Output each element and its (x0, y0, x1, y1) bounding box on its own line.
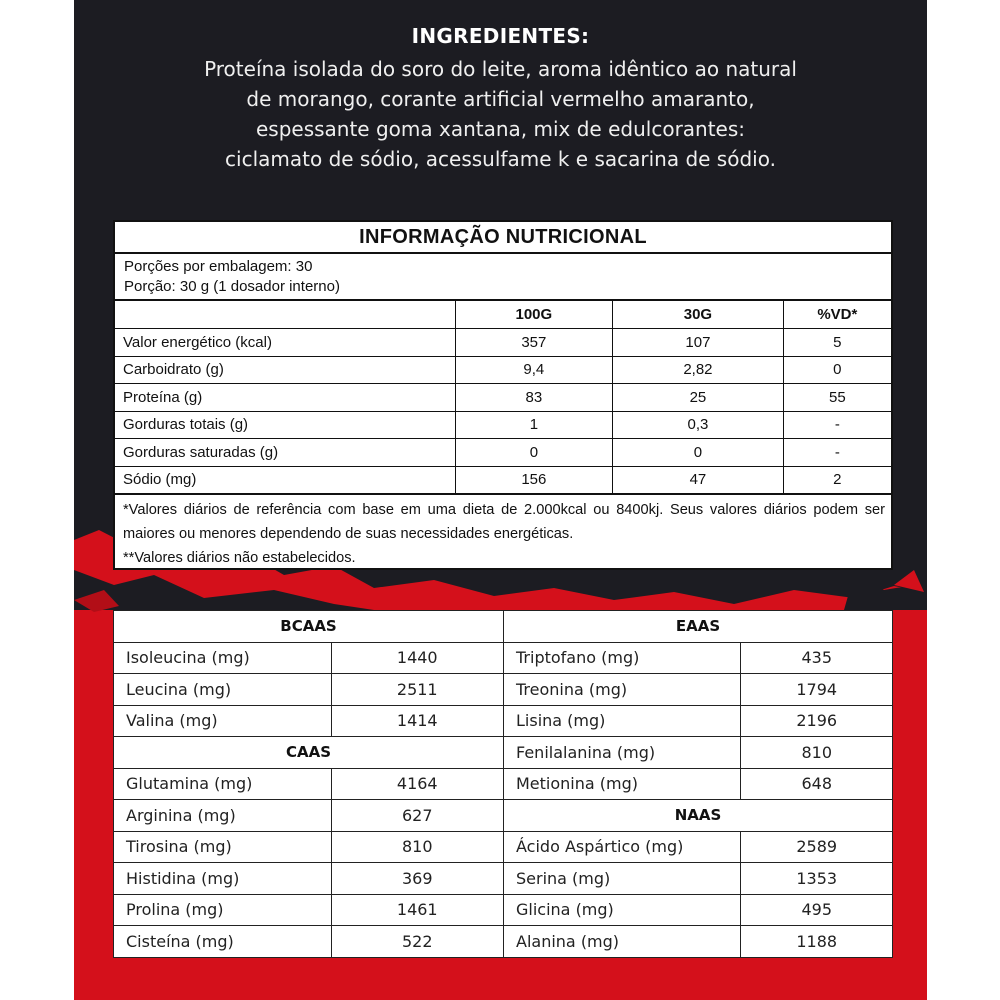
amino-value: 810 (331, 831, 503, 863)
amino-value: 1440 (331, 642, 503, 674)
nutrition-row (115, 329, 891, 357)
footnote-reference: *Valores diários de referência com base em uma dieta de 2.000kcal ou 8400kj. Seus valores diários podem ser maiores ou menores dependendo de suas necessidades energéticas. (123, 502, 885, 542)
header-cell: 100G (455, 301, 613, 329)
amino-value: 648 (741, 768, 893, 800)
nutrient-value: 357 (455, 329, 613, 357)
nutrient-label: Gorduras saturadas (g) (115, 439, 455, 467)
amino-row (504, 674, 893, 706)
amino-label: Triptofano (mg) (504, 642, 741, 674)
nutrition-row (115, 439, 891, 467)
amino-value: 495 (741, 894, 893, 926)
header-cell (115, 301, 455, 329)
nutrient-label: Proteína (g) (115, 384, 455, 412)
servings-per-package: Porções por embalagem: 30 (124, 258, 313, 275)
amino-label: Serina (mg) (504, 863, 741, 895)
amino-table-left (113, 610, 504, 958)
amino-value: 2589 (741, 831, 893, 863)
portion-info (115, 254, 891, 301)
nutrient-dv: 55 (783, 384, 891, 412)
amino-label: Treonina (mg) (504, 674, 741, 706)
footnote-not-established: **Valores diários não estabelecidos. (123, 550, 356, 566)
amino-row (504, 768, 893, 800)
amino-row (504, 705, 893, 737)
amino-row (504, 831, 893, 863)
amino-value: 435 (741, 642, 893, 674)
amino-label: Cisteína (mg) (114, 926, 332, 958)
amino-row (114, 674, 504, 706)
amino-row (504, 894, 893, 926)
amino-label: Glicina (mg) (504, 894, 741, 926)
amino-label: Arginina (mg) (114, 800, 332, 832)
ingredients-line: ciclamato de sódio, acessulfame k e sacarina de sódio. (225, 147, 776, 171)
amino-label: Valina (mg) (114, 705, 332, 737)
nutrition-header-row (115, 301, 891, 329)
amino-value: 1461 (331, 894, 503, 926)
nutrient-value: 0 (455, 439, 613, 467)
amino-value: 1188 (741, 926, 893, 958)
header-cell: 30G (613, 301, 784, 329)
amino-value: 810 (741, 737, 893, 769)
amino-row (504, 926, 893, 958)
nutrient-value: 9,4 (455, 356, 613, 384)
nutrient-label: Valor energético (kcal) (115, 329, 455, 357)
eaas-header: EAAS (504, 611, 893, 643)
serving-size: Porção: 30 g (1 dosador interno) (124, 278, 340, 295)
amino-value: 4164 (331, 768, 503, 800)
caas-header: CAAS (114, 737, 504, 769)
amino-row (114, 926, 504, 958)
amino-value: 1414 (331, 705, 503, 737)
amino-label: Tirosina (mg) (114, 831, 332, 863)
amino-row (114, 863, 504, 895)
nutrient-dv: 0 (783, 356, 891, 384)
nutrition-facts-table (113, 220, 893, 570)
amino-value: 2196 (741, 705, 893, 737)
nutrition-grid (115, 301, 891, 494)
header-cell: %VD* (783, 301, 891, 329)
ingredients-title: INGREDIENTES: (411, 24, 590, 48)
naas-header: NAAS (504, 800, 893, 832)
amino-table-right (503, 610, 893, 958)
amino-row (114, 831, 504, 863)
nutrition-row (115, 356, 891, 384)
amino-label: Lisina (mg) (504, 705, 741, 737)
amino-row (114, 705, 504, 737)
nutrient-label: Sódio (mg) (115, 466, 455, 494)
amino-label: Isoleucina (mg) (114, 642, 332, 674)
nutrient-value: 2,82 (613, 356, 784, 384)
amino-value: 369 (331, 863, 503, 895)
nutrition-row (115, 384, 891, 412)
nutrient-value: 107 (613, 329, 784, 357)
amino-row (504, 863, 893, 895)
amino-label: Alanina (mg) (504, 926, 741, 958)
amino-label: Glutamina (mg) (114, 768, 332, 800)
nutrition-row (115, 411, 891, 439)
amino-row (114, 800, 504, 832)
nutrient-dv: 2 (783, 466, 891, 494)
amino-value: 1353 (741, 863, 893, 895)
amino-label: Prolina (mg) (114, 894, 332, 926)
amino-row (114, 642, 504, 674)
nutrient-label: Carboidrato (g) (115, 356, 455, 384)
amino-label: Histidina (mg) (114, 863, 332, 895)
nutrient-dv: 5 (783, 329, 891, 357)
nutrient-value: 25 (613, 384, 784, 412)
ingredients-line: de morango, corante artificial vermelho amaranto, (246, 87, 755, 111)
nutrition-row (115, 466, 891, 494)
ingredients-line: Proteína isolada do soro do leite, aroma idêntico ao natural (204, 57, 797, 81)
amino-row (504, 737, 893, 769)
nutrition-footnotes (115, 494, 891, 570)
bcaas-header: BCAAS (114, 611, 504, 643)
amino-row (114, 768, 504, 800)
amino-label: Ácido Aspártico (mg) (504, 831, 741, 863)
amino-row (504, 642, 893, 674)
amino-label: Metionina (mg) (504, 768, 741, 800)
ingredients-line: espessante goma xantana, mix de edulcorantes: (255, 117, 746, 141)
ingredients-section (74, 24, 927, 174)
nutrition-title: INFORMAÇÃO NUTRICIONAL (115, 222, 891, 254)
amino-label: Fenilalanina (mg) (504, 737, 741, 769)
amino-value: 1794 (741, 674, 893, 706)
nutrient-value: 0 (613, 439, 784, 467)
amino-value: 2511 (331, 674, 503, 706)
nutrient-dv: - (783, 439, 891, 467)
nutrient-value: 156 (455, 466, 613, 494)
nutrient-value: 1 (455, 411, 613, 439)
amino-row (114, 894, 504, 926)
nutrient-value: 0,3 (613, 411, 784, 439)
nutrient-value: 83 (455, 384, 613, 412)
amino-value: 522 (331, 926, 503, 958)
nutrient-dv: - (783, 411, 891, 439)
amino-value: 627 (331, 800, 503, 832)
amino-label: Leucina (mg) (114, 674, 332, 706)
nutrient-value: 47 (613, 466, 784, 494)
nutrient-label: Gorduras totais (g) (115, 411, 455, 439)
